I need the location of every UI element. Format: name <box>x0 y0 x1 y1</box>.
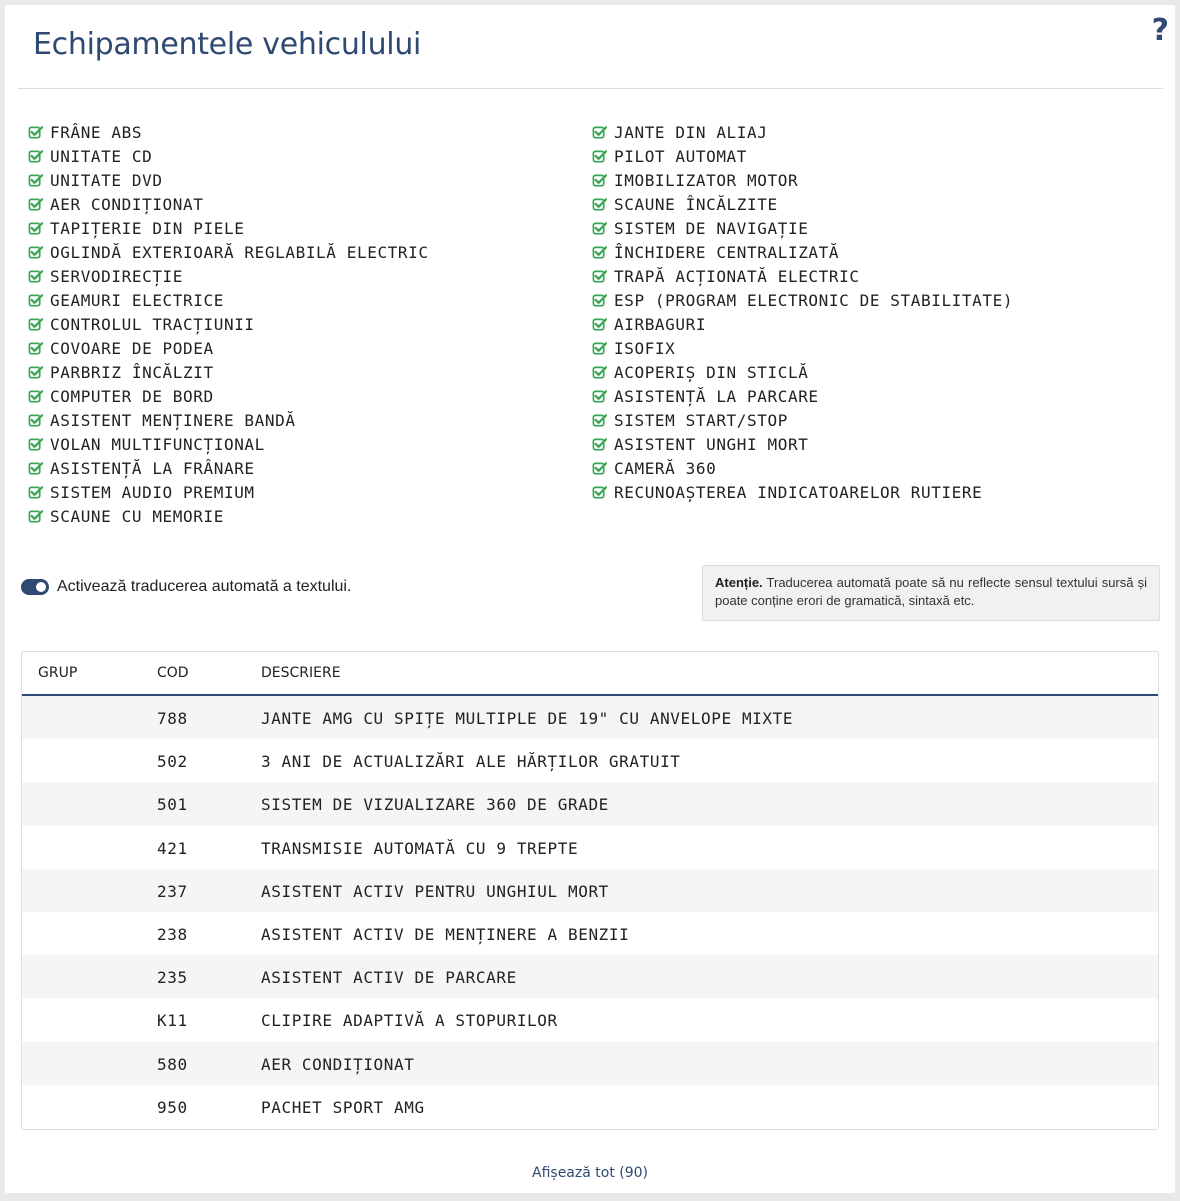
equipment-item-label: COMPUTER DE BORD <box>50 386 214 406</box>
check-icon <box>28 197 43 212</box>
check-icon <box>592 221 607 236</box>
equipment-item-label: TRAPĂ ACȚIONATĂ ELECTRIC <box>614 266 860 286</box>
equipment-item-label: SISTEM AUDIO PREMIUM <box>50 482 255 502</box>
equipment-item <box>28 168 429 192</box>
equipment-item-label: SERVODIRECȚIE <box>50 266 184 286</box>
equipment-item-label: ASISTENT MENȚINERE BANDĂ <box>50 410 296 430</box>
equipment-item <box>592 288 1013 312</box>
equipment-item <box>592 192 1013 216</box>
table-row <box>22 782 1158 825</box>
auto-translate-label[interactable]: Activează traducerea automată a textului. <box>57 578 352 595</box>
equipment-item <box>28 456 429 480</box>
vehicle-equipment-card <box>5 5 1175 1193</box>
equipment-item <box>592 384 1013 408</box>
equipment-item <box>592 264 1013 288</box>
table-body <box>22 696 1158 1128</box>
table-header <box>22 652 1158 696</box>
equipment-item <box>592 336 1013 360</box>
equipment-item <box>28 288 429 312</box>
notice-title: Atenție. <box>715 575 763 590</box>
equipment-item <box>592 240 1013 264</box>
equipment-item-label: AER CONDIȚIONAT <box>50 194 204 214</box>
equipment-item-label: GEAMURI ELECTRICE <box>50 290 224 310</box>
check-icon <box>28 365 43 380</box>
cell-code: 421 <box>157 838 188 858</box>
check-icon <box>592 149 607 164</box>
table-row <box>22 1085 1158 1128</box>
equipment-item <box>592 432 1013 456</box>
equipment-column-right <box>592 120 1013 504</box>
equipment-item-label: UNITATE CD <box>50 146 153 166</box>
equipment-item <box>28 144 429 168</box>
equipment-item <box>592 168 1013 192</box>
check-icon <box>592 485 607 500</box>
cell-code: 950 <box>157 1097 188 1117</box>
check-icon <box>28 413 43 428</box>
equipment-item <box>28 408 429 432</box>
equipment-item <box>28 192 429 216</box>
check-icon <box>592 365 607 380</box>
check-icon <box>592 293 607 308</box>
check-icon <box>592 389 607 404</box>
equipment-item-label: TAPIȚERIE DIN PIELE <box>50 218 245 238</box>
equipment-item <box>28 216 429 240</box>
check-icon <box>592 341 607 356</box>
cell-description: ASISTENT ACTIV DE MENȚINERE A BENZII <box>261 924 630 944</box>
equipment-item-label: VOLAN MULTIFUNCȚIONAL <box>50 434 265 454</box>
check-icon <box>592 461 607 476</box>
check-icon <box>28 341 43 356</box>
equipment-item-label: ESP (PROGRAM ELECTRONIC DE STABILITATE) <box>614 290 1014 310</box>
equipment-item <box>28 504 429 528</box>
equipment-item <box>28 384 429 408</box>
check-icon <box>28 437 43 452</box>
equipment-item <box>28 240 429 264</box>
auto-translate-toggle[interactable] <box>21 579 49 595</box>
check-icon <box>592 245 607 260</box>
divider <box>18 88 1163 89</box>
check-icon <box>592 413 607 428</box>
table-row <box>22 955 1158 998</box>
check-icon <box>28 245 43 260</box>
check-icon <box>28 149 43 164</box>
check-icon <box>28 317 43 332</box>
table-row <box>22 869 1158 912</box>
cell-description: JANTE AMG CU SPIȚE MULTIPLE DE 19" CU ANVELOPE MIXTE <box>261 709 794 728</box>
check-icon <box>592 197 607 212</box>
cell-description: ASISTENT ACTIV DE PARCARE <box>261 968 517 988</box>
cell-code: 788 <box>157 709 188 728</box>
check-icon <box>592 269 607 284</box>
table-row <box>22 739 1158 782</box>
check-icon <box>592 125 607 140</box>
equipment-item-label: ÎNCHIDERE CENTRALIZATĂ <box>614 242 840 262</box>
check-icon <box>28 173 43 188</box>
show-all-link[interactable]: Afișează tot (90) <box>532 1165 648 1181</box>
check-icon <box>592 173 607 188</box>
notice-text: Traducerea automată poate să nu reflecte sensul textului sursă și poate conține erori de gramatică, sintaxă etc. <box>715 575 1147 608</box>
equipment-item <box>28 264 429 288</box>
cell-code: K11 <box>157 1011 188 1031</box>
column-header-description: DESCRIERE <box>261 665 341 681</box>
equipment-item-label: ASISTENT UNGHI MORT <box>614 434 809 454</box>
equipment-item <box>28 432 429 456</box>
check-icon <box>28 125 43 140</box>
equipment-item <box>592 360 1013 384</box>
equipment-item-label: CAMERĂ 360 <box>614 458 717 478</box>
equipment-item <box>28 312 429 336</box>
equipment-item-label: PILOT AUTOMAT <box>614 146 748 166</box>
equipment-item-label: SCAUNE ÎNCĂLZITE <box>614 194 778 214</box>
table-row <box>22 1042 1158 1085</box>
check-icon <box>28 221 43 236</box>
cell-description: AER CONDIȚIONAT <box>261 1054 415 1074</box>
equipment-item-label: COVOARE DE PODEA <box>50 338 214 358</box>
equipment-item-label: CONTROLUL TRACȚIUNII <box>50 314 255 334</box>
equipment-item <box>592 456 1013 480</box>
page-title: Echipamentele vehiculului <box>33 27 422 62</box>
check-icon <box>592 317 607 332</box>
check-icon <box>28 269 43 284</box>
equipment-item <box>592 408 1013 432</box>
equipment-item-label: SCAUNE CU MEMORIE <box>50 506 224 526</box>
cell-description: TRANSMISIE AUTOMATĂ CU 9 TREPTE <box>261 838 579 858</box>
cell-description: SISTEM DE VIZUALIZARE 360 DE GRADE <box>261 795 609 815</box>
equipment-item-label: PARBRIZ ÎNCĂLZIT <box>50 362 214 382</box>
cell-code: 235 <box>157 968 188 988</box>
cell-code: 237 <box>157 881 188 901</box>
equipment-item <box>28 480 429 504</box>
equipment-item <box>592 480 1013 504</box>
equipment-item <box>592 216 1013 240</box>
equipment-item <box>592 120 1013 144</box>
equipment-item-label: OGLINDĂ EXTERIOARĂ REGLABILĂ ELECTRIC <box>50 242 429 262</box>
help-icon[interactable]: ? <box>1151 13 1169 48</box>
equipment-item-label: JANTE DIN ALIAJ <box>614 122 768 142</box>
cell-code: 580 <box>157 1054 188 1074</box>
equipment-item <box>28 336 429 360</box>
equipment-item-label: ASISTENȚĂ LA FRÂNARE <box>50 458 255 478</box>
table-row <box>22 826 1158 869</box>
column-header-group: GRUP <box>38 665 78 681</box>
cell-code: 501 <box>157 795 188 815</box>
check-icon <box>28 389 43 404</box>
table-row <box>22 998 1158 1041</box>
equipment-item <box>28 360 429 384</box>
equipment-item <box>28 120 429 144</box>
toggle-knob <box>36 582 46 592</box>
equipment-item-label: ACOPERIȘ DIN STICLĂ <box>614 362 809 382</box>
translation-notice <box>702 565 1160 621</box>
column-header-code: COD <box>157 665 189 681</box>
auto-translate-row <box>21 578 351 596</box>
equipment-item-label: IMOBILIZATOR MOTOR <box>614 170 799 190</box>
cell-description: 3 ANI DE ACTUALIZĂRI ALE HĂRȚILOR GRATUIT <box>261 752 681 772</box>
equipment-item-label: AIRBAGURI <box>614 314 707 334</box>
options-table <box>21 651 1159 1130</box>
equipment-item-label: SISTEM DE NAVIGAȚIE <box>614 218 809 238</box>
cell-code: 502 <box>157 752 188 772</box>
table-row <box>22 696 1158 739</box>
check-icon <box>28 461 43 476</box>
table-row <box>22 912 1158 955</box>
check-icon <box>28 509 43 524</box>
cell-description: PACHET SPORT AMG <box>261 1097 425 1117</box>
cell-code: 238 <box>157 924 188 944</box>
check-icon <box>28 485 43 500</box>
equipment-item <box>592 312 1013 336</box>
check-icon <box>592 437 607 452</box>
equipment-item-label: RECUNOAȘTEREA INDICATOARELOR RUTIERE <box>614 482 983 502</box>
equipment-item-label: UNITATE DVD <box>50 170 163 190</box>
cell-description: ASISTENT ACTIV PENTRU UNGHIUL MORT <box>261 881 609 901</box>
equipment-item-label: SISTEM START/STOP <box>614 410 788 430</box>
equipment-item <box>592 144 1013 168</box>
cell-description: CLIPIRE ADAPTIVĂ A STOPURILOR <box>261 1011 558 1031</box>
equipment-item-label: FRÂNE ABS <box>50 122 143 142</box>
check-icon <box>28 293 43 308</box>
equipment-column-left <box>28 120 429 528</box>
equipment-item-label: ISOFIX <box>614 338 676 358</box>
equipment-item-label: ASISTENȚĂ LA PARCARE <box>614 386 819 406</box>
